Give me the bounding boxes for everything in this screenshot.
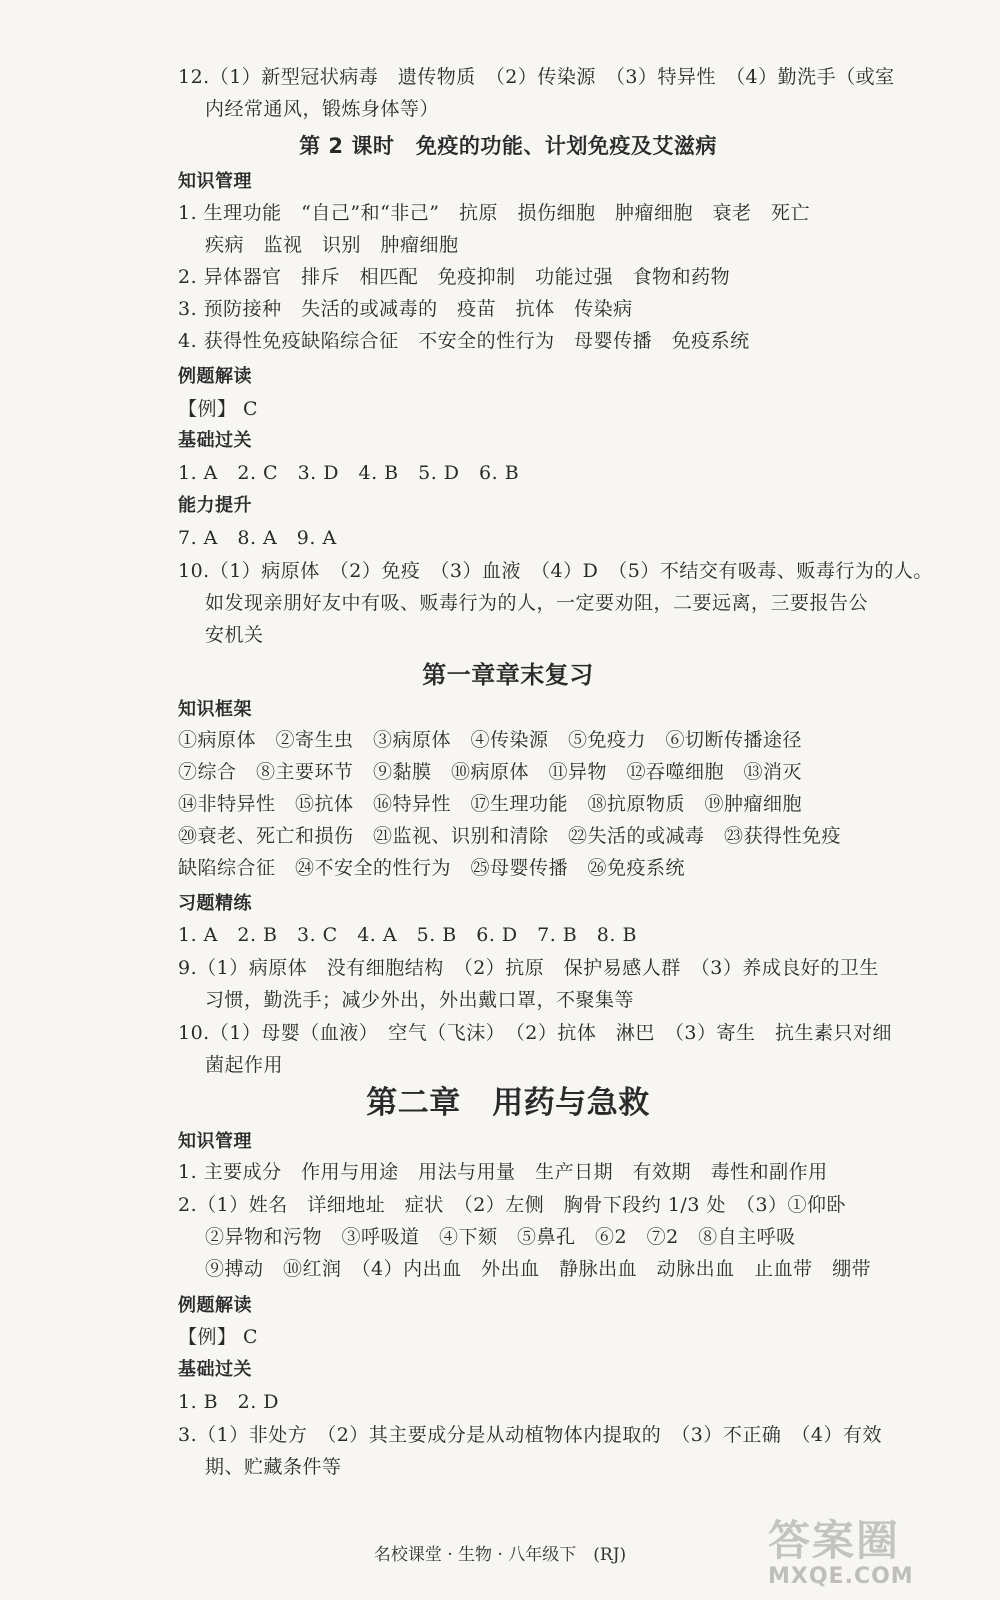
answer-line: ①病原体 ②寄生虫 ③病原体 ④传染源 ⑤免疫力 ⑥切断传播途径 (178, 729, 803, 751)
section-heading: 基础过关 (178, 1359, 252, 1380)
answer-line: 1. A 2. C 3. D 4. B 5. D 6. B (178, 462, 520, 484)
answer-line: 习惯，勤洗手；减少外出，外出戴口罩，不聚集等 (205, 989, 635, 1011)
example-answer: 【例】 C (178, 1326, 259, 1348)
page-footer: 名校课堂 · 生物 · 八年级下 (RJ) (373, 1545, 627, 1565)
answer-line: 9.（1）病原体 没有细胞结构 （2）抗原 保护易感人群 （3）养成良好的卫生 (178, 957, 879, 979)
answer-line: 10.（1）母婴（血液） 空气（飞沫） （2）抗体 淋巴 （3）寄生 抗生素只对细 (178, 1022, 892, 1044)
answer-line: 2.（1）姓名 详细地址 症状 （2）左侧 胸骨下段约 1/3 处 （3）①仰卧 (178, 1194, 847, 1216)
answer-line: 菌起作用 (205, 1054, 284, 1076)
answer-line: ⑨搏动 ⑩红润 （4）内出血 外出血 静脉出血 动脉出血 止血带 绷带 (205, 1258, 872, 1280)
answer-line: 10.（1）病原体 （2）免疫 （3）血液 （4）D （5）不结交有吸毒、贩毒行为的人。 (178, 560, 933, 582)
section-heading: 知识管理 (178, 1131, 252, 1152)
answer-line: 1. 生理功能 “自己”和“非己” 抗原 损伤细胞 肿瘤细胞 衰老 死亡 (178, 202, 811, 224)
answer-line: ②异物和污物 ③呼吸道 ④下颏 ⑤鼻孔 ⑥2 ⑦2 ⑧自主呼吸 (205, 1226, 796, 1248)
answer-line: 安机关 (205, 624, 264, 646)
answer-line: 4. 获得性免疫缺陷综合征 不安全的性行为 母婴传播 免疫系统 (178, 330, 750, 352)
section-heading: 基础过关 (178, 430, 252, 451)
answer-line: 1. 主要成分 作用与用途 用法与用量 生产日期 有效期 毒性和副作用 (178, 1161, 828, 1183)
answer-line: 1. A 2. B 3. C 4. A 5. B 6. D 7. B 8. B (178, 924, 637, 946)
chapter-review-title: 第一章章末复习 (422, 661, 594, 689)
answer-line: ⑳衰老、死亡和损伤 ㉑监视、识别和清除 ㉒失活的或减毒 ㉓获得性免疫 (178, 825, 842, 847)
answer-line: ⑭非特异性 ⑮抗体 ⑯特异性 ⑰生理功能 ⑱抗原物质 ⑲肿瘤细胞 (178, 793, 803, 815)
section-heading: 习题精练 (178, 893, 252, 914)
answer-line: 如发现亲朋好友中有吸、贩毒行为的人，一定要劝阻，二要远离，三要报告公 (205, 592, 869, 614)
answer-line: 疾病 监视 识别 肿瘤细胞 (205, 234, 459, 256)
answer-line: 2. 异体器官 排斥 相匹配 免疫抑制 功能过强 食物和药物 (178, 266, 731, 288)
answer-line: 内经常通风，锻炼身体等） (205, 98, 440, 120)
watermark-text: 答案圈 (768, 1516, 901, 1565)
section-heading: 知识管理 (178, 171, 252, 192)
answer-line: 缺陷综合征 ㉔不安全的性行为 ㉕母婴传播 ㉖免疫系统 (178, 857, 686, 879)
chapter-title: 第二章 用药与急救 (366, 1085, 650, 1121)
answer-line: 期、贮藏条件等 (205, 1456, 342, 1478)
answer-line: 12.（1）新型冠状病毒 遗传物质 （2）传染源 （3）特异性 （4）勤洗手（或室 (178, 66, 895, 88)
answer-line: 7. A 8. A 9. A (178, 527, 337, 549)
answer-line: 3. 预防接种 失活的或减毒的 疫苗 抗体 传染病 (178, 298, 633, 320)
answer-line: 3.（1）非处方 （2）其主要成分是从动植物体内提取的 （3）不正确 （4）有效 (178, 1424, 882, 1446)
section-heading: 能力提升 (178, 495, 252, 516)
answer-line: 1. B 2. D (178, 1391, 280, 1413)
watermark-logo (768, 1518, 978, 1592)
section-heading: 例题解读 (178, 366, 252, 387)
lesson-title: 第 2 课时 免疫的功能、计划免疫及艾滋病 (299, 134, 717, 158)
example-answer: 【例】 C (178, 398, 259, 420)
section-heading: 例题解读 (178, 1295, 252, 1316)
watermark-url: MXQE.COM (768, 1564, 914, 1589)
section-heading: 知识框架 (178, 699, 252, 720)
answer-line: ⑦综合 ⑧主要环节 ⑨黏膜 ⑩病原体 ⑪异物 ⑫吞噬细胞 ⑬消灭 (178, 761, 803, 783)
